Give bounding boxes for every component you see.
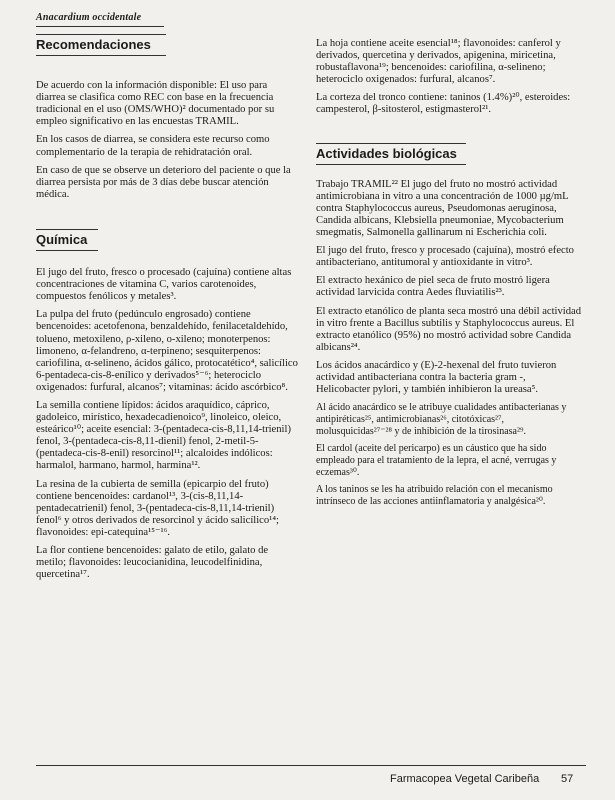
quim-paragraph-1: El jugo del fruto, fresco o procesado (cajuína) contiene altas concentraciones de vitamina C, varios carotenoides, compuestos fenólicos y metales³. bbox=[36, 267, 292, 303]
act-paragraph-2: El jugo del fruto, fresco y procesado (cajuína), mostró efecto antibacteriano, antitumoral y antioxidante in vitro³. bbox=[316, 245, 574, 269]
quimica-heading-block bbox=[36, 229, 298, 251]
quim-paragraph-4: La resina de la cubierta de semilla (epicarpio del fruto) contiene bencenoides: cardanol¹³, 3-(cis-8,11,14-pentadecatrienil) fenol, 3-(pentadeca-cis-8,11,14-trienil) fenol⁶ y otros derivados de resorcinol y ácido salicílico¹⁴; flavonoides: epi-catequina¹⁵⁻¹⁶. bbox=[36, 478, 279, 538]
section-rule bbox=[316, 164, 466, 165]
footer-title: Farmacopea Vegetal Caribeña bbox=[390, 773, 540, 785]
footer-rule bbox=[36, 765, 586, 766]
section-rule bbox=[36, 55, 166, 56]
right-paragraph-1: La hoja contiene aceite esencial¹⁸; flavonoides: canferol y derivados, quercetina y derivados, apigenina, miricetina, robustaflavona¹⁹; bencenoides: cariofilina, α-selineno; heterociclo oxigenados: furfural, alcanos⁷. bbox=[316, 38, 561, 86]
actividades-heading-block bbox=[316, 143, 582, 165]
left-column bbox=[36, 34, 298, 587]
rec-paragraph-2: En los casos de diarrea, se considera este recurso como complementario de la terapia de rehidratación oral. bbox=[36, 134, 270, 158]
rec-paragraph-3: En caso de que se observe un deterioro del paciente o que la diarrea persista por más de 3 días debe buscar atención médica. bbox=[36, 164, 291, 200]
small-paragraph-3: A los taninos se les ha atribuido relación con el mecanismo intrínseco de las acciones antiinflamatoria y analgésica²⁰. bbox=[316, 484, 553, 508]
act-paragraph-1: Trabajo TRAMIL²² El jugo del fruto no mostró actividad antimicrobiana in vitro a una concentración de 1000 µg/mL contra Staphylococcus aureus, Pseudomonas aeruginosa, Candida albicans, Klebsiella pneumoniae, Mycobacterium smegmatis, Salmonella gallinarum ni Escherichia coli. bbox=[316, 178, 569, 239]
quim-paragraph-3: La semilla contiene lípidos: ácidos araquídico, cáprico, gadoleico, mirístico, hexadecadienoico⁹, linoleico, oleico, esteárico¹⁰; aceite esencial: 3-(pentadeca-cis-8,11,14-trienil) fenol, 3-(pentadeca-cis-8,11-dienil) fenol, 2-metil-5-(pentadeca-cis-8-enil) resorcinol¹¹; alcaloides indólicos: harmalol, harmano, harmol, harmina¹². bbox=[36, 399, 291, 472]
quim-paragraph-2: La pulpa del fruto (pedúnculo engrosado) contiene bencenoides: acetofenona, benzaldehído, fenilacetaldehído, tolueno, metoxileno, ρ-xileno, o-xileno; monoterpenos: limoneno, α-felandreno, α-terpineno; sesquiterpenos: cariofilina, α-selineno, ácidos gálico, protocatético⁴, salicílico 6-pentadeca-cis-8-enílico y derivados⁵⁻⁶; heterociclo oxigenados: furfural, alcanos⁷; vitaminas: ácido ascórbico⁸. bbox=[36, 309, 298, 393]
right-column bbox=[316, 38, 582, 514]
right-paragraph-2: La corteza del tronco contiene: taninos (1.4%)²⁰, esteroides: campesterol, β-sitosterol, estigmasterol²¹. bbox=[316, 92, 571, 116]
act-paragraph-4: El extracto etanólico de planta seca mostró una débil actividad in vitro frente a Bacillus subtilis y Staphylococcus aureus. El extracto etanólico (95%) no mostró actividad sobre Candida albicans²⁴. bbox=[316, 305, 582, 353]
running-head: Anacardium occidentale bbox=[36, 12, 142, 23]
section-title-recomendaciones: Recomendaciones bbox=[36, 34, 166, 53]
small-paragraph-2: El cardol (aceite del pericarpo) es un cáustico que ha sido empleado para el tratamiento de la lepra, el acné, verrugas y eczemas³⁰. bbox=[316, 443, 557, 478]
page-number: 57 bbox=[561, 773, 574, 785]
act-paragraph-5: Los ácidos anacárdico y (E)-2-hexenal del fruto tuvieron actividad antibacteriana contra la bacteria gram -, Helicobacter pylori, y también inhibieron la ureasa⁵. bbox=[316, 359, 557, 396]
section-rule bbox=[36, 250, 98, 251]
rec-paragraph-1: De acuerdo con la información disponible: El uso para diarrea se clasifica como REC con base en la frecuencia tradicional en el uso (OMS/WHO)² documentado por su empleo significativo en las encuestas TRAMIL. bbox=[36, 80, 275, 128]
running-head-rule bbox=[36, 26, 164, 27]
recomendaciones-heading-block bbox=[36, 34, 298, 56]
small-paragraph-1: Al ácido anacárdico se le atribuye cualidades antibacterianas y antipiréticas²⁵, antimicrobianas²⁶, citotóxicas²⁷, molusquicidas²⁷⁻²⁸ y de inhibición de la tirosinasa²⁹. bbox=[316, 402, 567, 437]
quim-paragraph-5: La flor contiene bencenoides: galato de etilo, galato de metilo; flavonoides: leucocianidina, leucodelfinidina, quercetina¹⁷. bbox=[36, 545, 269, 581]
section-title-actividades: Actividades biológicas bbox=[316, 143, 466, 162]
section-title-quimica: Química bbox=[36, 229, 98, 248]
act-paragraph-3: El extracto hexánico de piel seca de fruto mostró ligera actividad larvicida contra Aedes fluviatilis²³. bbox=[316, 275, 550, 299]
